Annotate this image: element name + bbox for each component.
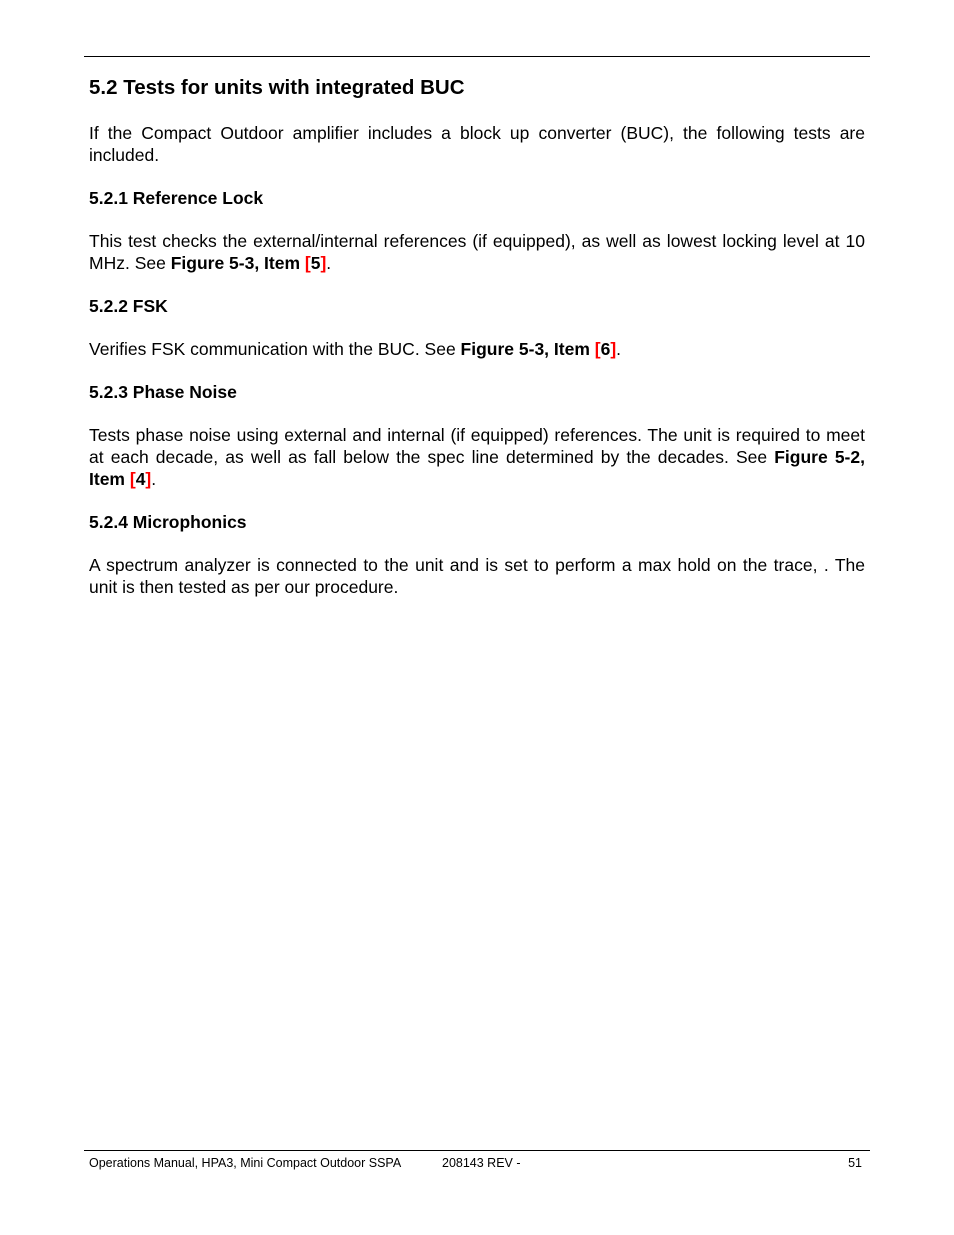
footer-manual-title: Operations Manual, HPA3, Mini Compact Outdoor SSPA bbox=[89, 1156, 402, 1170]
sentence-end: . bbox=[326, 253, 332, 273]
item-number: 4 bbox=[135, 469, 146, 489]
subsection-heading-phase-noise: 5.2.3 Phase Noise bbox=[89, 382, 237, 402]
footer-page-number: 51 bbox=[848, 1156, 862, 1170]
header-rule bbox=[84, 56, 870, 57]
figure-reference: Figure 5-2, Item bbox=[89, 447, 865, 489]
subsection-heading-microphonics: 5.2.4 Microphonics bbox=[89, 512, 247, 532]
body-text: Tests phase noise using external and internal (if equipped) references. The unit is required to meet at each decade, as well as fall below the spec line determined by the decades. See bbox=[89, 425, 865, 467]
footer-rule bbox=[84, 1150, 870, 1151]
ref-bracket-close: ] bbox=[320, 253, 327, 273]
page-content bbox=[89, 75, 865, 619]
subsection-text-fsk bbox=[89, 338, 865, 360]
subsection-text-phase-noise bbox=[89, 424, 865, 490]
ref-bracket-close: ] bbox=[145, 469, 152, 489]
body-text: This test checks the external/internal references (if equipped), as well as lowest locking level at 10 MHz. See bbox=[89, 231, 865, 273]
ref-bracket-open: [ bbox=[594, 339, 601, 359]
subsection-text-microphonics: A spectrum analyzer is connected to the unit and is set to perform a max hold on the trace, . The unit is then tested as per our procedure. bbox=[89, 555, 865, 597]
footer-doc-number: 208143 REV - bbox=[442, 1156, 521, 1170]
figure-reference: Figure 5-3, Item bbox=[460, 339, 595, 359]
figure-reference: Figure 5-3, Item bbox=[170, 253, 305, 273]
section-title: 5.2 Tests for units with integrated BUC bbox=[89, 76, 465, 99]
item-number: 6 bbox=[600, 339, 611, 359]
section-intro: If the Compact Outdoor amplifier includes a block up converter (BUC), the following tests are included. bbox=[89, 123, 865, 165]
subsection-heading-fsk: 5.2.2 FSK bbox=[89, 296, 168, 316]
ref-bracket-open: [ bbox=[129, 469, 136, 489]
subsection-heading-reference-lock: 5.2.1 Reference Lock bbox=[89, 188, 264, 208]
sentence-end: . bbox=[616, 339, 622, 359]
ref-bracket-open: [ bbox=[304, 253, 311, 273]
item-number: 5 bbox=[310, 253, 321, 273]
sentence-end: . bbox=[151, 469, 157, 489]
body-text: Verifies FSK communication with the BUC. See bbox=[89, 339, 461, 359]
subsection-text-reference-lock bbox=[89, 230, 865, 274]
ref-bracket-close: ] bbox=[610, 339, 617, 359]
